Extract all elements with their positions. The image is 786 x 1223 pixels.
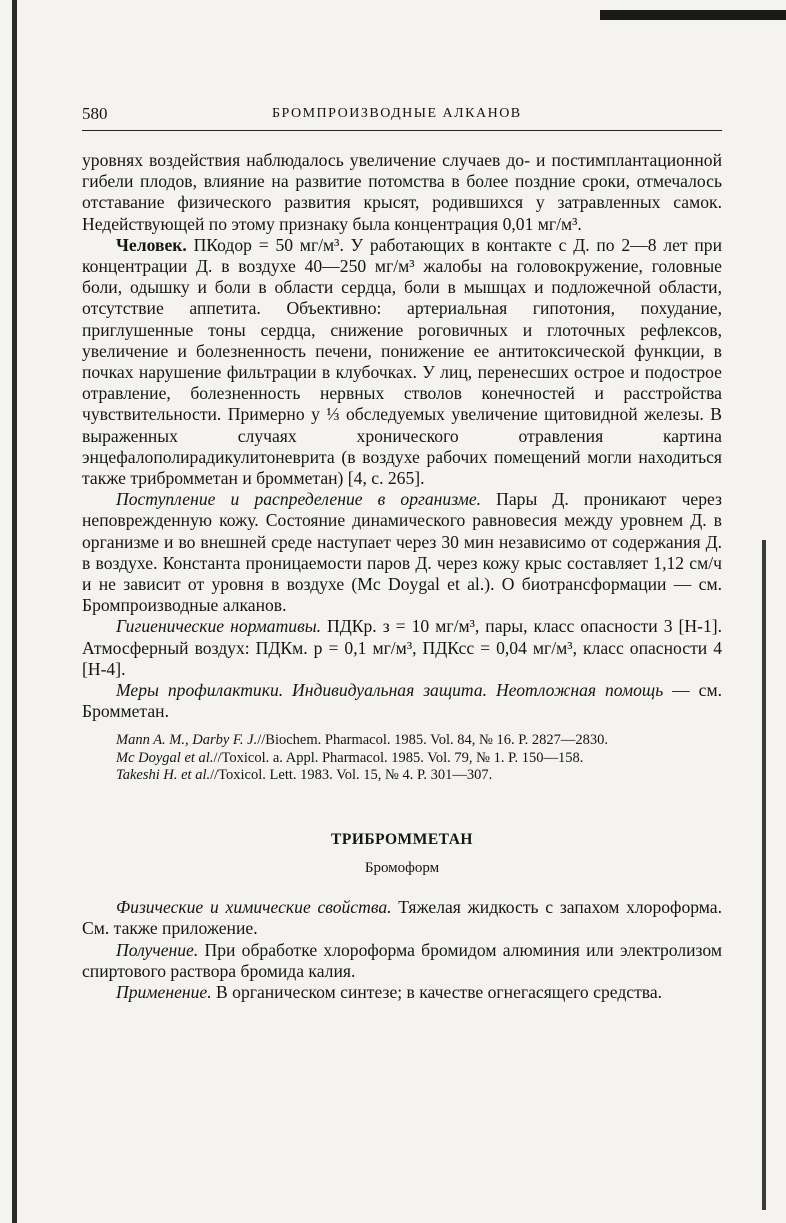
paragraph-absorption — [82, 489, 722, 616]
paragraph-lead: Гигиенические нормативы. — [116, 616, 322, 637]
article-body — [82, 897, 722, 1003]
page-number: 580 — [82, 104, 108, 123]
paragraph-text: Пары Д. проникают через неповрежденную кожу. Состояние динамического равновесия между уровнем Д. в организме и во внешней среде наступает через 30 мин независимо от содержания Д. в воздухе. Константа проницаемости паров Д. через кожу крыс составляет 1,12 см/ч и не зависит от уровня в воздухе (Mc Doygal et al.). О биотрансформации — см. Бромпроизводные алканов. — [82, 489, 722, 616]
reference-source: //Toxicol. a. Appl. Pharmacol. 1985. Vol. 79, № 1. P. 150—158. — [213, 749, 584, 766]
reference-item — [82, 750, 722, 767]
running-title: БРОМПРОИЗВОДНЫЕ АЛКАНОВ — [272, 106, 522, 121]
reference-item — [82, 732, 722, 749]
paragraph-lead: Человек. — [116, 234, 187, 255]
paragraph-lead: Поступление и распределение в организме. — [116, 489, 482, 510]
scan-edge-left — [12, 0, 17, 1223]
paragraph-text: При обработке хлороформа бромидом алюминия или электролизом спиртового раствора бромида калия. — [82, 939, 722, 981]
scan-edge-right — [762, 540, 766, 1210]
paragraph-hygiene-norms — [82, 616, 722, 680]
reference-authors: Takeshi H. et al. — [116, 767, 211, 784]
paragraph-human — [82, 235, 722, 489]
paragraph-text: В органическом синтезе; в качестве огнегасящего средства. — [211, 981, 663, 1002]
article-subtitle: Бромоформ — [364, 859, 440, 876]
paragraph-lead: Меры профилактики. Индивидуальная защита. Неотложная помощь — [116, 680, 664, 701]
paragraph-lead: Получение. — [116, 939, 199, 960]
scan-edge-top — [600, 10, 786, 20]
paragraph-text: ПДКр. з = 10 мг/м³, пары, класс опасности 3 [Н-1]. Атмосферный воздух: ПДКм. р = 0,1 мг/м³, ПДКсс = 0,04 мг/м³, класс опасности 4 [Н-4]. — [82, 616, 723, 679]
paragraph-text: — см. Бромметан. — [82, 680, 722, 722]
references-list — [82, 732, 722, 784]
paragraph-application — [82, 982, 722, 1003]
article-title: ТРИБРОММЕТАН — [331, 830, 473, 848]
reference-authors: Mc Doygal et al. — [116, 749, 214, 766]
reference-authors: Mann A. M., Darby F. J. — [116, 732, 258, 749]
paragraph-continuation: уровнях воздействия наблюдалось увеличение случаев до- и постимплантационной гибели плодов, влияние на развитие потомства в более поздние сроки, отмечалось отставание физического развития крысят, родившихся у затравленных самок. Недействующей по этому признаку была концентрация 0,01 мг/м³. — [82, 150, 722, 234]
reference-item — [82, 767, 722, 784]
header-rule — [82, 130, 722, 131]
page-body — [82, 150, 722, 1003]
paragraph-lead: Применение. — [116, 981, 212, 1002]
paragraph-lead: Физические и химические свойства. — [116, 897, 392, 918]
reference-source: //Toxicol. Lett. 1983. Vol. 15, № 4. P. 301—307. — [210, 767, 493, 784]
paragraph-prevention — [82, 680, 722, 722]
page-header — [82, 104, 722, 128]
paragraph-text: ПКодор = 50 мг/м³. У работающих в контакте с Д. по 2—8 лет при концентрации Д. в воздухе 40—250 мг/м³ жалобы на головокружение, головные боли, одышку и боли в области сердца, боли в мышцах и подложечной области, отсутствие аппетита. Объективно: артериальная гипотония, похудание, приглушенные тоны сердца, снижение роговичных и глоточных рефлексов, увеличение и болезненность печени, понижение ее антитоксической функции, в почках нарушение фильтрации в клубочках. У лиц, перенесших острое и подострое отравление, болезненность нервных стволов конечностей и расстройства чувствительности. Примерно у ⅓ обследуемых увеличение щитовидной железы. В выраженных случаях хронического отравления картина энцефалополирадикулитоневрита (в воздухе рабочих помещений могли находиться также трибромметан и бромметан) [4, с. 265]. — [82, 234, 722, 489]
paragraph-properties — [82, 897, 722, 939]
paragraph-text: Тяжелая жидкость с запахом хлороформа. См. также приложение. — [82, 897, 722, 939]
paragraph-production — [82, 940, 722, 982]
reference-source: //Biochem. Pharmacol. 1985. Vol. 84, № 16. P. 2827—2830. — [257, 732, 609, 749]
